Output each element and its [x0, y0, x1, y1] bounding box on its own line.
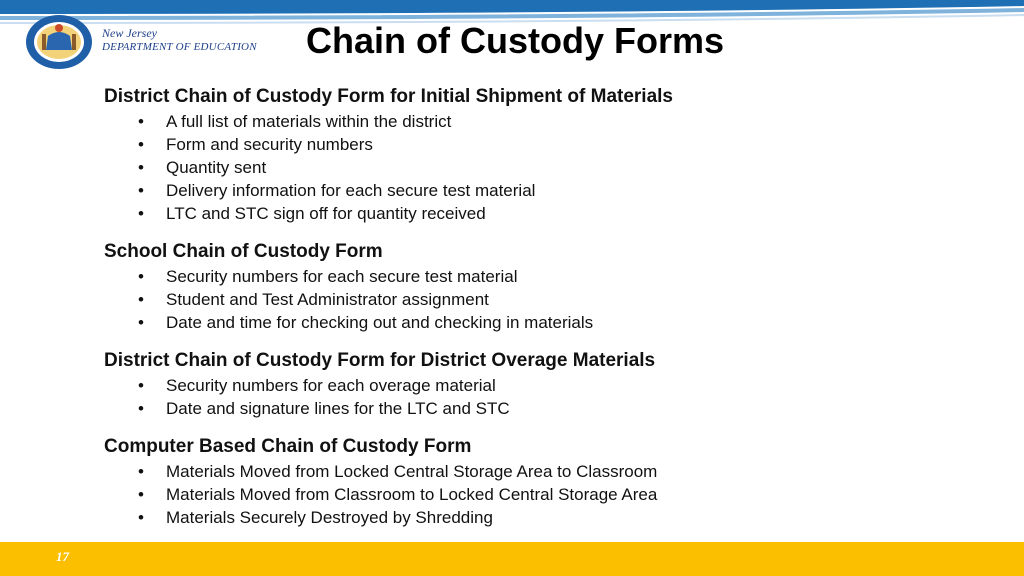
section [104, 436, 984, 529]
list-item-text: A full list of materials within the district [166, 112, 452, 131]
list-item-text: Delivery information for each secure test material [166, 181, 536, 200]
footer-bar [0, 542, 1024, 576]
list-item [104, 202, 984, 225]
section [104, 86, 984, 225]
list-item-text: Materials Moved from Locked Central Storage Area to Classroom [166, 462, 658, 481]
list-item-text: Student and Test Administrator assignment [166, 290, 489, 309]
section-heading: District Chain of Custody Form for Initial Shipment of Materials [104, 86, 673, 107]
bullet-icon: • [138, 462, 144, 481]
list-item [104, 179, 984, 202]
list-item-text: Form and security numbers [166, 135, 373, 154]
slide-content [104, 86, 984, 545]
bullet-icon: • [138, 313, 144, 332]
list-item-text: LTC and STC sign off for quantity received [166, 204, 486, 223]
bullet-icon: • [138, 204, 144, 223]
list-item [104, 311, 984, 334]
org-state-name: New Jersey [102, 26, 157, 40]
list-item-text: Quantity sent [166, 158, 267, 177]
bullet-icon: • [138, 508, 144, 527]
list-item [104, 460, 984, 483]
list-item [104, 133, 984, 156]
bullet-icon: • [138, 181, 144, 200]
bullet-icon: • [138, 158, 144, 177]
bullet-list [104, 265, 984, 334]
bullet-list [104, 110, 984, 225]
bullet-icon: • [138, 135, 144, 154]
bullet-list [104, 374, 984, 420]
list-item-text: Materials Securely Destroyed by Shredding [166, 508, 493, 527]
page-number: 17 [56, 549, 69, 564]
list-item [104, 374, 984, 397]
list-item [104, 156, 984, 179]
department-name [102, 27, 257, 54]
section-heading: District Chain of Custody Form for District Overage Materials [104, 350, 656, 371]
page-title: Chain of Custody Forms [306, 20, 725, 61]
list-item [104, 110, 984, 133]
nj-seal-logo [24, 14, 94, 70]
list-item-text: Materials Moved from Classroom to Locked Central Storage Area [166, 485, 658, 504]
list-item [104, 483, 984, 506]
bullet-list [104, 460, 984, 529]
bullet-icon: • [138, 112, 144, 131]
bullet-icon: • [138, 485, 144, 504]
bullet-icon: • [138, 290, 144, 309]
list-item-text: Date and signature lines for the LTC and STC [166, 399, 510, 418]
section-heading: Computer Based Chain of Custody Form [104, 436, 472, 457]
list-item [104, 265, 984, 288]
bullet-icon: • [138, 267, 144, 286]
list-item [104, 288, 984, 311]
section-heading: School Chain of Custody Form [104, 241, 383, 262]
section [104, 350, 984, 420]
bullet-icon: • [138, 399, 144, 418]
list-item-text: Security numbers for each secure test material [166, 267, 518, 286]
section [104, 241, 984, 334]
org-department-name: DEPARTMENT OF EDUCATION [102, 41, 257, 53]
list-item [104, 506, 984, 529]
list-item [104, 397, 984, 420]
list-item-text: Security numbers for each overage material [166, 376, 496, 395]
list-item-text: Date and time for checking out and checking in materials [166, 313, 594, 332]
bullet-icon: • [138, 376, 144, 395]
